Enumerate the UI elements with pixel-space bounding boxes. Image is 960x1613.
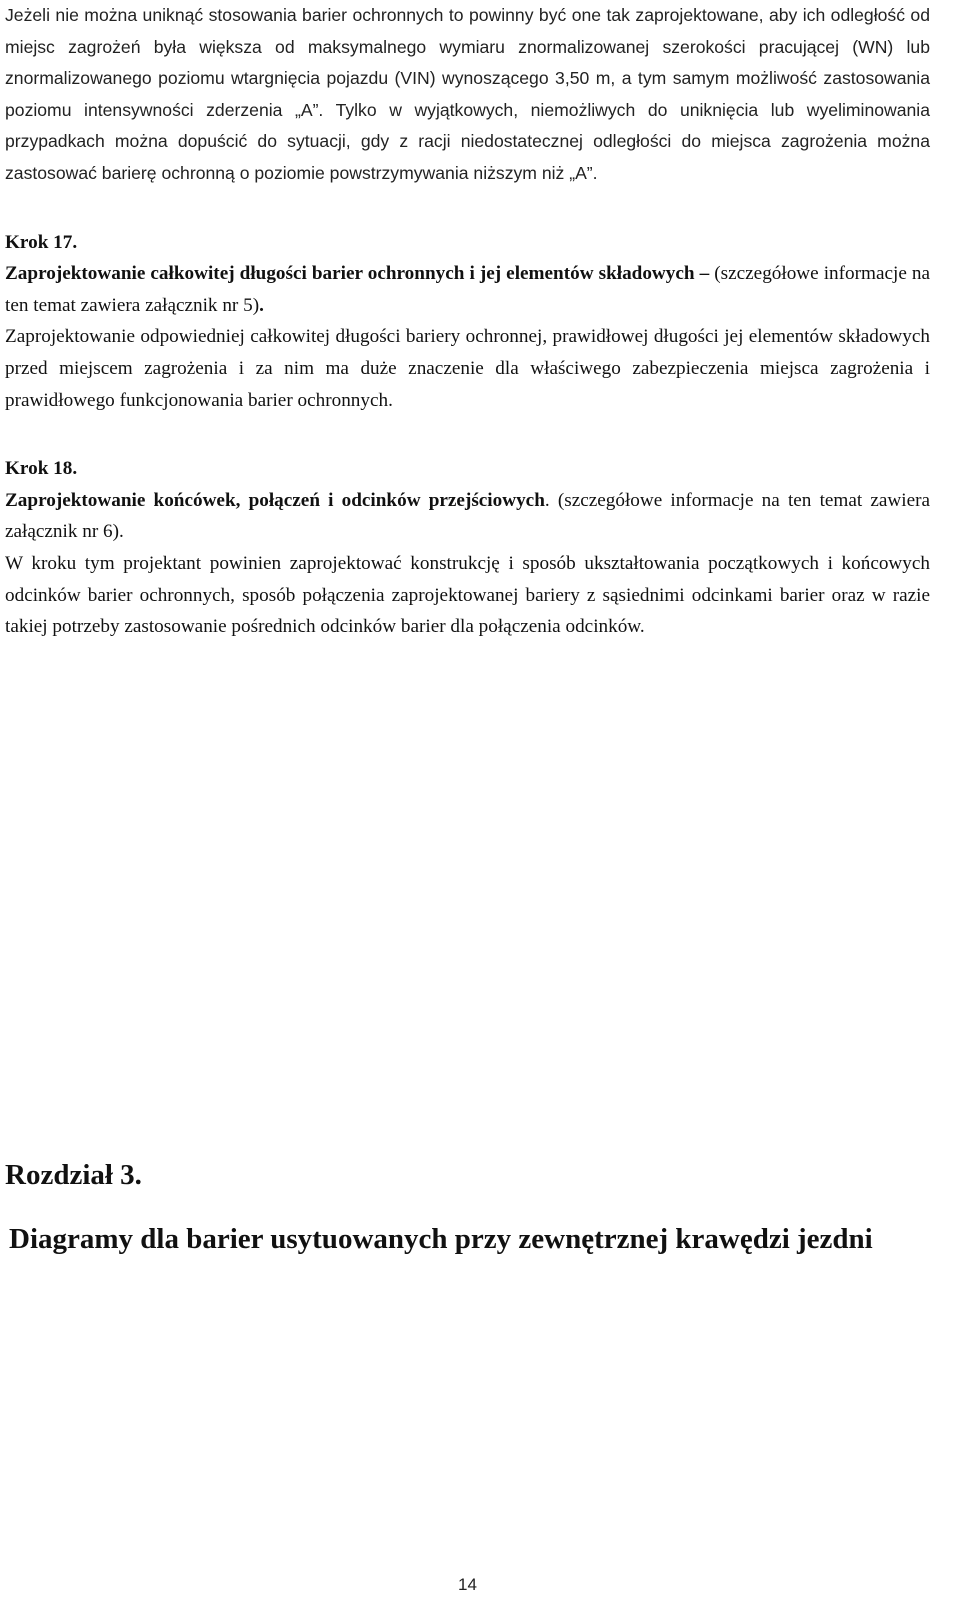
step-18-heading <box>5 485 930 548</box>
step-18-heading-bold: Zaprojektowanie końcówek, połączeń i odcinków przejściowych <box>5 489 545 511</box>
document-body <box>5 0 930 643</box>
paragraph-part-a: Jeżeli nie można uniknąć stosowania barier ochronnych to powinny być one tak zaprojektowane, aby ich odległość od miejsc zagrożeń była większa od maksymalnego wymiaru znormalizowanej szerokości pracującej (WN) lub znormalizowanego poziomu wtargnięcia pojazdu (VIN) wynoszącego 3,50 m, a tym samym możliwość zastosowania poziomu intensywności zderzenia „A”. <box>5 5 930 120</box>
step-17-body: Zaprojektowanie odpowiedniej całkowitej długości bariery ochronnej, prawidłowej długości jej elementów składowych przed miejscem zagrożenia i za nim ma duże znaczenie dla właściwego zabezpieczenia miejsca zagrożenia i prawidłowego funkcjonowania barier ochronnych. <box>5 326 930 411</box>
step-17-heading-end: . <box>259 294 264 316</box>
spacer <box>5 416 930 453</box>
step-17-heading-note: (szczegółowe informacje na ten temat zawiera załącznik nr 5) <box>5 263 930 316</box>
paragraph-barrier-distance <box>5 0 930 190</box>
step-18-heading-note: . (szczegółowe informacje na ten temat zawiera załącznik nr 6). <box>5 489 930 543</box>
chapter-number: Rozdział 3. <box>5 1159 142 1191</box>
spacer <box>5 190 930 227</box>
step-18-label: Krok 18. <box>5 458 78 480</box>
page-number: 14 <box>458 1575 477 1594</box>
step-17-label: Krok 17. <box>5 231 78 253</box>
step-18-body: W kroku tym projektant powinien zaprojektować konstrukcję i sposób ukształtowania początkowych i końcowych odcinków barier ochronnych, sposób połączenia zaprojektowanej bariery z sąsiednimi odcinkami barier oraz w razie takiej potrzeby zastosowanie pośrednich odcinków barier dla połączenia odcinków. <box>5 552 930 638</box>
step-17-heading-bold: Zaprojektowanie całkowitej długości barier ochronnych i jej elementów składowych – <box>5 263 710 285</box>
chapter-title: Diagramy dla barier usytuowanych przy zewnętrznej krawędzi jezdni <box>9 1223 873 1255</box>
paragraph-part-b: Tylko w wyjątkowych, niemożliwych do uniknięcia lub wyeliminowania przypadkach można dopuścić do sytuacji, gdy z racji niedostatecznej odległości do miejsca zagrożenia można zastosować barierę ochronną o poziomie powstrzymywania niższym niż „A”. <box>5 99 930 183</box>
step-17-heading <box>5 258 930 321</box>
